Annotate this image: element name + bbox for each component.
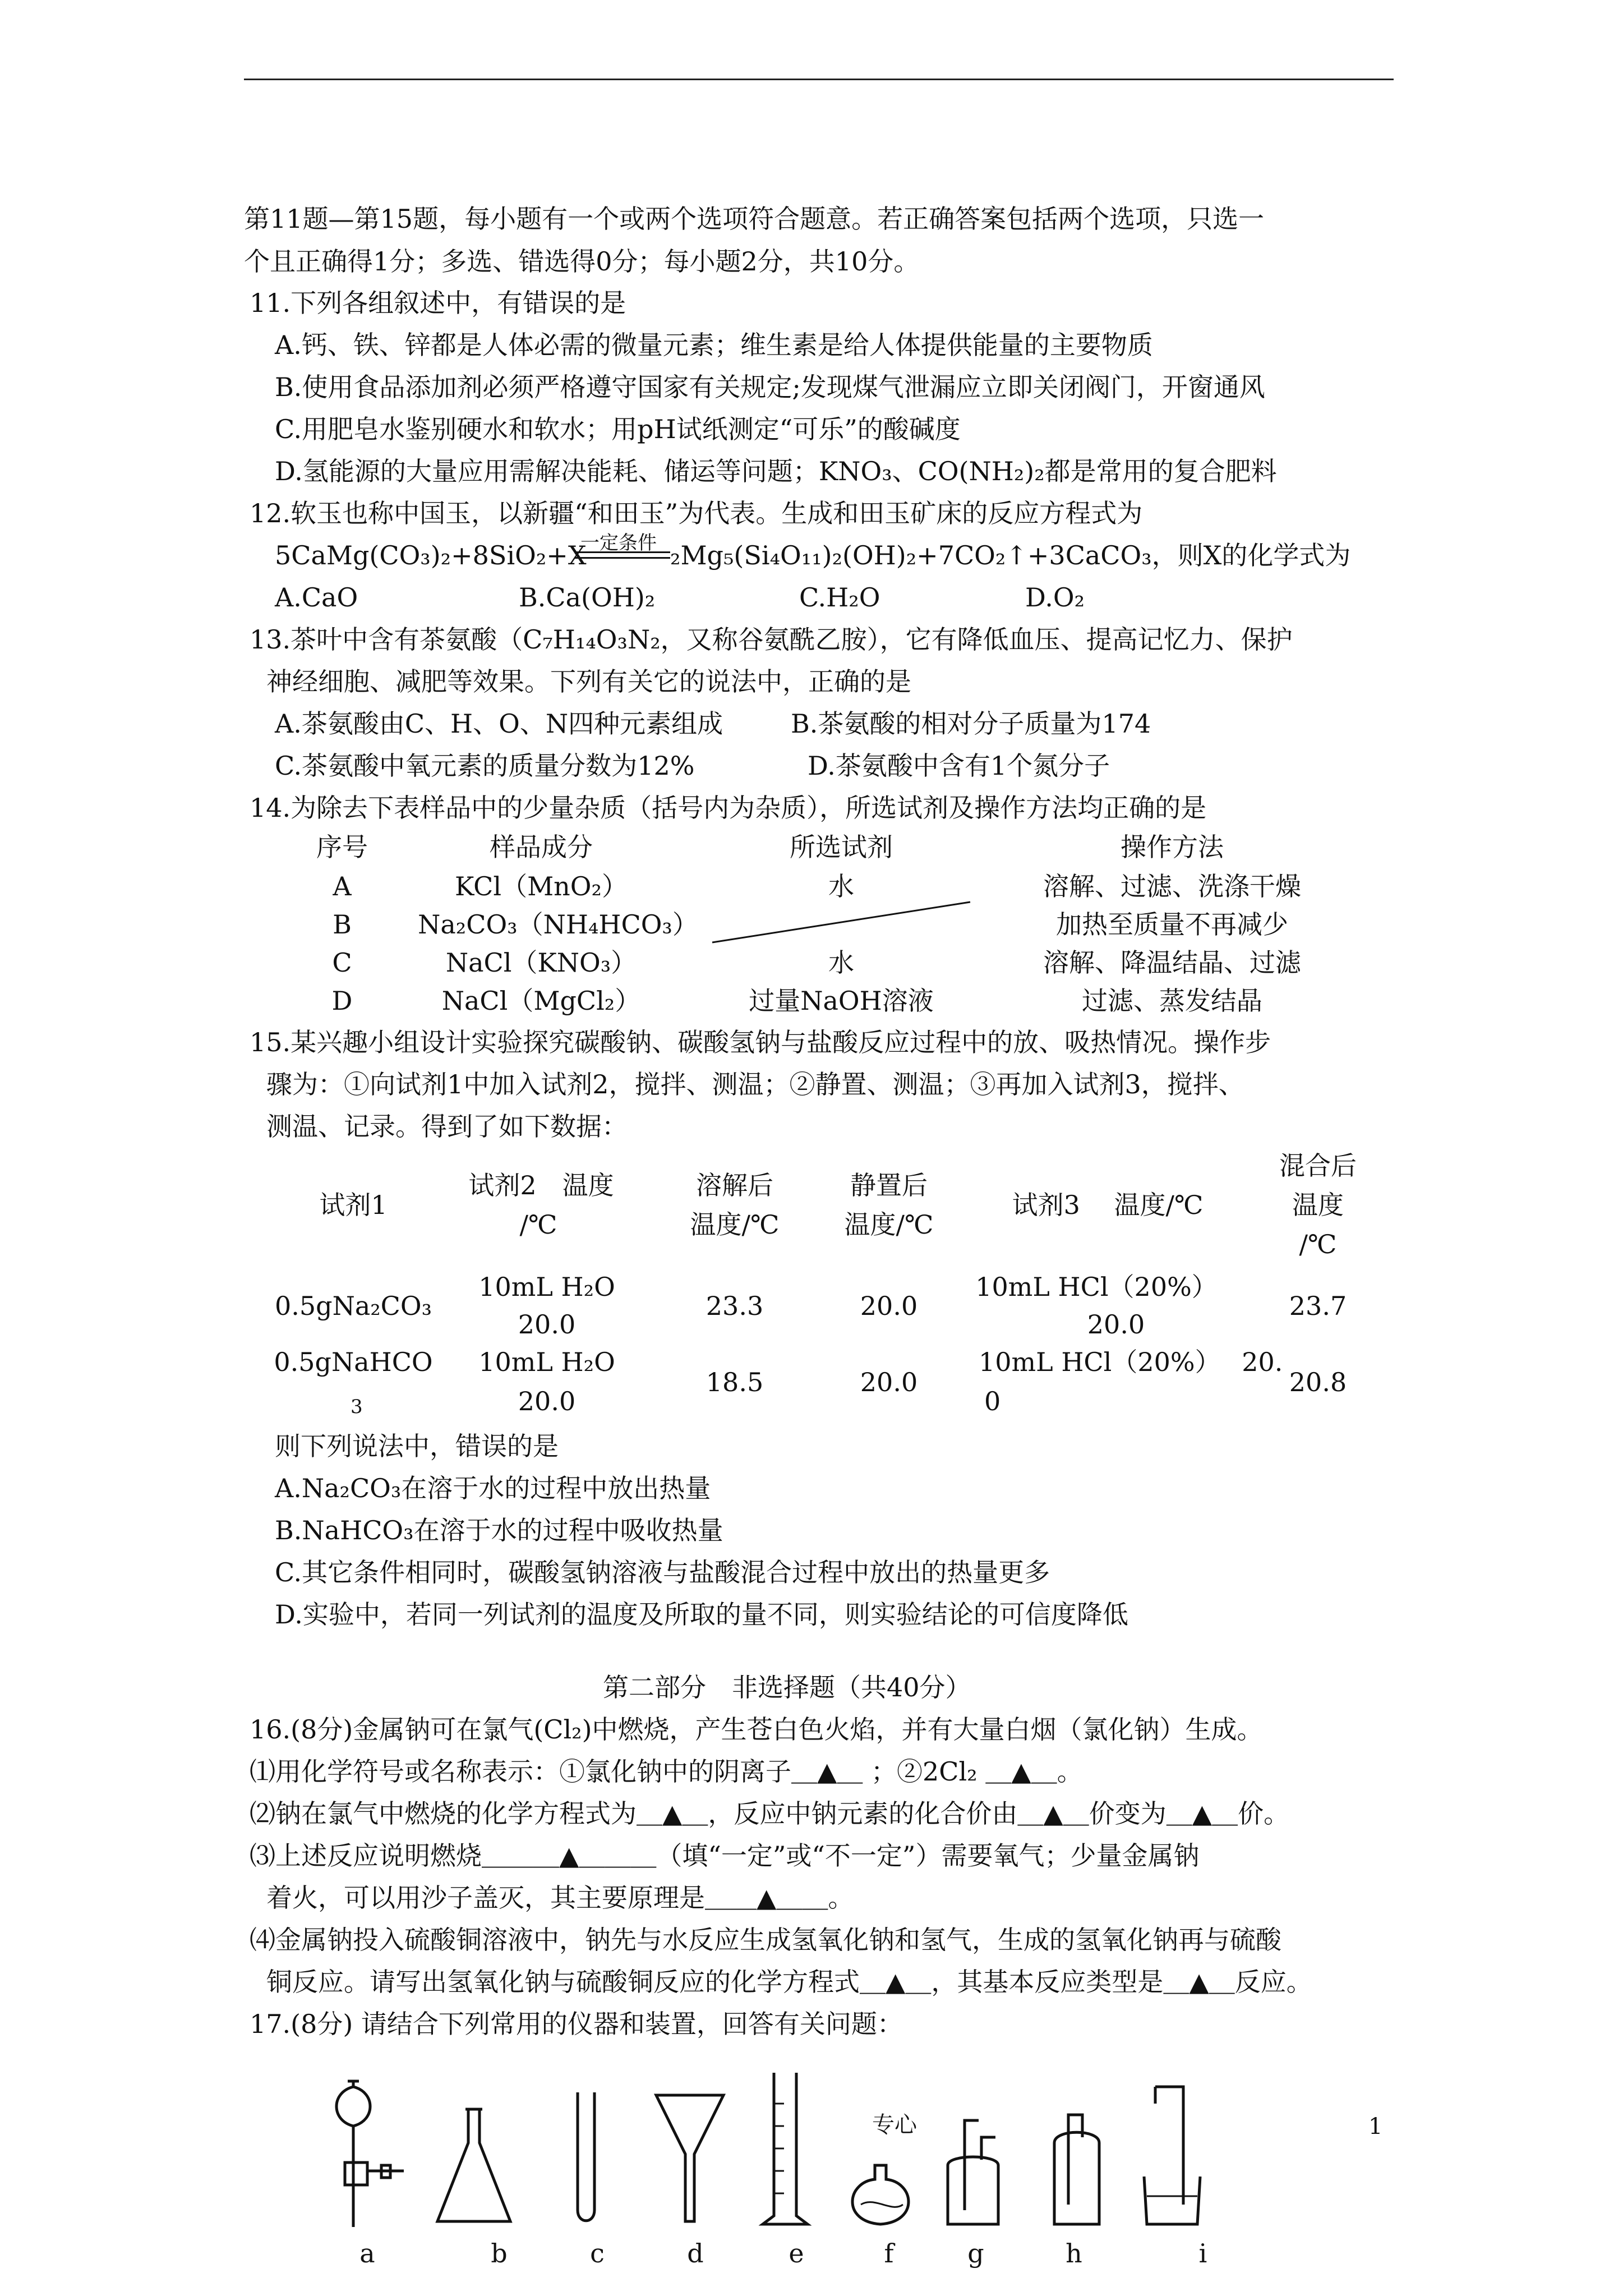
q15-option-b: B.NaHCO₃在溶于水的过程中吸收热量 xyxy=(275,1515,723,1545)
test-tube-icon xyxy=(578,2092,594,2221)
q12-equals-bar-top xyxy=(575,551,670,553)
q14-row-a-reagent: 水 xyxy=(828,871,854,901)
q14-row-b-method: 加热至质量不再减少 xyxy=(1056,909,1288,940)
q15-stem-line1: 15.某兴趣小组设计实验探究碳酸钠、碳酸氢钠与盐酸反应过程中的放、吸热情况。操作步 xyxy=(250,1027,1271,1057)
q14-slash-line xyxy=(707,898,976,948)
q15-header-mixed-line2: 温度 xyxy=(1292,1190,1344,1220)
q11-option-d: D.氢能源的大量应用需解决能耗、储运等问题；KNO₃、CO(NH₂)₂都是常用的复合肥料 xyxy=(275,456,1277,486)
q15-row1-rest: 20.0 xyxy=(860,1291,918,1321)
q16-part3-cont: 着火，可以用沙子盖灭，其主要原理是＿＿▲＿＿。 xyxy=(266,1883,854,1913)
q16-part4: ⑷金属钠投入硫酸铜溶液中，钠先与水反应生成氢氧化钠和氢气，生成的氢氧化钠再与硫酸 xyxy=(250,1925,1281,1955)
apparatus-figure xyxy=(314,2070,1383,2233)
q15-stem-line2: 骤为：①向试剂1中加入试剂2，搅拌、测温；②静置、测温；③再加入试剂3，搅拌、 xyxy=(266,1069,1244,1099)
q12-stem: 12.软玉也称中国玉，以新疆“和田玉”为代表。生成和田玉矿床的反应方程式为 xyxy=(250,498,1143,528)
q15-row2-dissolve: 18.5 xyxy=(706,1367,764,1397)
beaker-with-tube-icon xyxy=(1144,2087,1200,2224)
q15-stem-line3: 测温、记录。得到了如下数据： xyxy=(266,1111,628,1142)
q16-part3: ⑶上述反应说明燃烧＿＿＿▲＿＿＿（填“一定”或“不一定”）需要氧气；少量金属钠 xyxy=(250,1841,1200,1871)
q15-header-rest-line2: 温度/℃ xyxy=(844,1209,934,1240)
q15-option-d: D.实验中，若同一列试剂的温度及所取的量不同，则实验结论的可信度降低 xyxy=(275,1599,1128,1630)
q13-option-b: B.茶氨酸的相对分子质量为174 xyxy=(791,708,1151,739)
q15-header-reagent2-line2: /℃ xyxy=(519,1209,557,1240)
q15-row2-reagent1-subscript: 3 xyxy=(351,1396,363,1418)
q15-row2-mixed: 20.8 xyxy=(1289,1367,1347,1397)
q15-header-reagent2-line1: 试剂2 温度 xyxy=(468,1170,614,1200)
conical-flask-icon xyxy=(437,2109,510,2221)
apparatus-label-c: c xyxy=(590,2238,605,2269)
apparatus-label-e: e xyxy=(789,2238,804,2269)
q14-row-c-sample: NaCl（KNO₃） xyxy=(445,947,637,978)
q14-row-c-index: C xyxy=(332,947,352,978)
q16-part1: ⑴用化学符号或名称表示：①氯化钠中的阴离子＿▲＿ ；②2Cl₂ ＿▲＿。 xyxy=(250,1756,1083,1787)
q12-condition: 一定条件 xyxy=(580,532,657,554)
q15-row2-rest: 20.0 xyxy=(860,1367,918,1397)
q15-ask: 则下列说法中，错误的是 xyxy=(275,1431,559,1461)
alcohol-lamp-icon xyxy=(852,2165,909,2224)
page-number: 1 xyxy=(1368,2114,1383,2139)
q14-stem: 14.为除去下表样品中的少量杂质（括号内为杂质），所选试剂及操作方法均正确的是 xyxy=(250,793,1207,823)
q14-header-reagent: 所选试剂 xyxy=(790,832,893,862)
q15-header-mixed-line1: 混合后 xyxy=(1279,1151,1357,1181)
q15-row1-reagent1: 0.5gNa₂CO₃ xyxy=(274,1291,432,1321)
q15-row2-temp: 20.0 xyxy=(518,1386,576,1416)
q15-option-a: A.Na₂CO₃在溶于水的过程中放出热量 xyxy=(275,1473,711,1503)
q15-row1-reagent3-temp: 20.0 xyxy=(1087,1309,1145,1340)
q12-equation-left: 5CaMg(CO₃)₂+8SiO₂+X xyxy=(275,540,587,570)
apparatus-label-a: a xyxy=(359,2238,375,2269)
q15-header-reagent3: 试剂3 温度/℃ xyxy=(1012,1190,1204,1220)
q14-header-sample: 样品成分 xyxy=(490,832,593,862)
q13-stem-line1: 13.茶叶中含有茶氨酸（C₇H₁₄O₃N₂，又称谷氨酰乙胺），它有降低血压、提高记忆力、保护 xyxy=(250,624,1293,655)
q15-row1-temp: 20.0 xyxy=(518,1309,576,1340)
q11-option-c: C.用肥皂水鉴别硬水和软水；用pH试纸测定“可乐”的酸碱度 xyxy=(275,414,961,444)
q14-row-d-method: 过滤、蒸发结晶 xyxy=(1082,986,1262,1016)
apparatus-label-b: b xyxy=(491,2238,508,2269)
q16-stem: 16.(8分)金属钠可在氯气(Cl₂)中燃烧，产生苍白色火焰，并有大量白烟（氯化钠）生成。 xyxy=(250,1714,1263,1745)
q14-row-c-method: 溶解、降温结晶、过滤 xyxy=(1043,947,1301,978)
q12-option-b: B.Ca(OH)₂ xyxy=(519,582,656,613)
q12-option-a: A.CaO xyxy=(275,582,358,613)
q12-equation-right: ₂Mg₅(Si₄O₁₁)₂(OH)₂+7CO₂↑+3CaCO₃，则X的化学式为 xyxy=(670,540,1351,570)
q12-option-c: C.H₂O xyxy=(799,582,880,613)
q13-option-d: D.茶氨酸中含有1个氮分子 xyxy=(808,751,1110,781)
q14-row-d-sample: NaCl（MgCl₂） xyxy=(441,986,641,1016)
q15-row2-reagent3: 10mL HCl（20%） 20. xyxy=(979,1347,1283,1377)
watermark-text: 专心 xyxy=(872,2112,917,2138)
q15-row1-mixed: 23.7 xyxy=(1289,1291,1347,1321)
q15-header-mixed-line3: /℃ xyxy=(1299,1229,1337,1259)
q15-row2-reagent3-tail: 0 xyxy=(984,1386,1001,1416)
q15-header-rest-line1: 静置后 xyxy=(850,1170,928,1200)
q14-row-b-sample: Na₂CO₃（NH₄HCO₃） xyxy=(418,909,698,940)
q16-part4-cont: 铜反应。请写出氢氧化钠与硫酸铜反应的化学方程式＿▲＿，其基本反应类型是＿▲＿反应。 xyxy=(266,1967,1312,1997)
section-intro-line2: 个且正确得1分；多选、错选得0分；每小题2分，共10分。 xyxy=(244,246,920,277)
q15-row2-reagent1: 0.5gNaHCO xyxy=(274,1347,433,1377)
gas-washing-bottle-icon xyxy=(948,2120,998,2224)
q11-option-a: A.钙、铁、锌都是人体必需的微量元素；维生素是给人体提供能量的主要物质 xyxy=(275,330,1153,360)
q13-stem-line2: 神经细胞、减肥等效果。下列有关它的说法中，正确的是 xyxy=(266,666,911,697)
q15-row1-reagent2: 10mL H₂O xyxy=(478,1272,615,1302)
apparatus-label-g: g xyxy=(967,2238,984,2269)
q14-row-c-reagent: 水 xyxy=(828,947,854,978)
apparatus-label-h: h xyxy=(1066,2238,1082,2269)
q14-header-method: 操作方法 xyxy=(1121,832,1224,862)
q15-row1-dissolve: 23.3 xyxy=(706,1291,764,1321)
q11-option-b: B.使用食品添加剂必须严格遵守国家有关规定;发现煤气泄漏应立即关闭阀门，开窗通风 xyxy=(275,372,1265,402)
part2-title: 第二部分 非选择题（共40分） xyxy=(603,1672,971,1703)
graduated-cylinder-icon xyxy=(763,2073,808,2224)
q14-row-a-method: 溶解、过滤、洗涤干燥 xyxy=(1043,871,1301,901)
separatory-funnel-icon xyxy=(336,2081,404,2227)
q14-row-d-reagent: 过量NaOH溶液 xyxy=(749,986,934,1016)
q16-part2: ⑵钠在氯气中燃烧的化学方程式为＿▲＿，反应中钠元素的化合价由＿▲＿价变为＿▲＿价。 xyxy=(250,1798,1290,1829)
q14-row-a-sample: KCl（MnO₂） xyxy=(455,871,628,901)
q14-header-index: 序号 xyxy=(316,832,368,862)
q14-row-b-index: B xyxy=(333,909,352,940)
q13-option-a: A.茶氨酸由C、H、O、N四种元素组成 xyxy=(275,708,723,739)
header-rule xyxy=(244,79,1394,80)
q15-header-dissolve-line2: 温度/℃ xyxy=(690,1209,780,1240)
q14-row-d-index: D xyxy=(331,986,353,1016)
q15-option-c: C.其它条件相同时，碳酸氢钠溶液与盐酸混合过程中放出的热量更多 xyxy=(275,1557,1050,1588)
gas-bottle-icon xyxy=(1054,2115,1099,2224)
q12-equals-bar-bottom xyxy=(575,557,670,559)
q15-row2-reagent2: 10mL H₂O xyxy=(478,1347,615,1377)
q17-stem: 17.(8分) 请结合下列常用的仪器和装置，回答有关问题： xyxy=(250,2009,903,2039)
apparatus-label-i: i xyxy=(1198,2238,1207,2269)
q11-stem: 11.下列各组叙述中，有错误的是 xyxy=(250,288,626,318)
section-intro-line1: 第11题—第15题，每小题有一个或两个选项符合题意。若正确答案包括两个选项，只选一 xyxy=(244,204,1265,234)
q14-row-a-index: A xyxy=(333,871,352,901)
apparatus-label-d: d xyxy=(687,2238,704,2269)
apparatus-label-f: f xyxy=(884,2238,894,2269)
q12-option-d: D.O₂ xyxy=(1025,582,1085,613)
q15-row1-reagent3: 10mL HCl（20%） xyxy=(975,1272,1218,1302)
q13-option-c: C.茶氨酸中氧元素的质量分数为12% xyxy=(275,751,695,781)
q15-header-reagent1: 试剂1 xyxy=(319,1190,388,1220)
q15-header-dissolve-line1: 溶解后 xyxy=(696,1170,773,1200)
funnel-icon xyxy=(656,2095,723,2221)
